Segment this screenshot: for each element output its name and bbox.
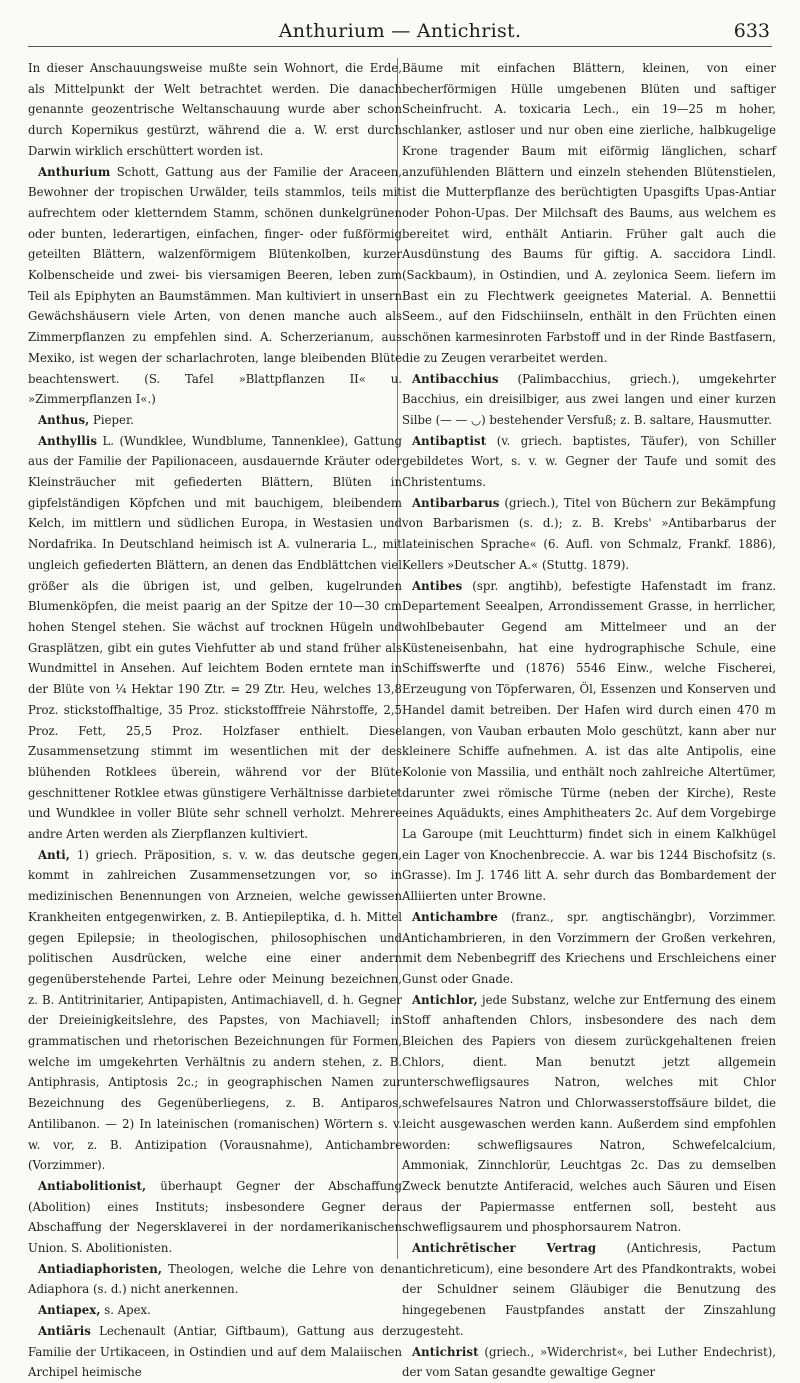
entry-headword: Antiapex, bbox=[38, 1303, 101, 1318]
entry-headword: Antibaptist bbox=[412, 433, 487, 448]
entry-text: Bäume mit einfachen Blättern, kleinen, von einer becherförmigen Hülle umgebenen Blüten und saftiger Scheinfrucht. A. toxicaria Lech., ein 19—25 m hoher, schlanker, astloser und nur oben eine zierliche, halbkugelige Krone tragender Baum mit eiförmig länglichen, scharf anzufühlenden Blättern und einzeln stehenden Blütenstielen, ist die Mutterpflanze des berüchtigten Upasgifts Upas-Antiar oder Pohon-Upas. Der Milchsaft des Baums, aus welchem es bereitet wird, enthält Antiarin. Früher galt auch die Ausdünstung des Baums für giftig. A. saccidora Lindl. (Sackbaum), in Ostindien, und A. zeylonica Seem. liefern im Bast ein zu Flechtwerk geeignetes Material. A. Bennettii Seem., auf den Fidschiinseln, enthält in den Früchten einen schönen karmesinroten Farbstoff und in der Rinde Bastfasern, die zu Zeugen verarbeitet werden. bbox=[402, 61, 776, 365]
entry-paragraph bbox=[28, 1259, 402, 1300]
entry-text: In dieser Anschauungsweise mußte sein Wohnort, die Erde, als Mittelpunkt der Welt betrachtet werden. Die danach genannte geozentrische Weltanschauung wurde aber schon durch Kopernikus gestürzt, während die a. W. erst durch Darwin wirklich erschüttert worden ist. bbox=[28, 61, 402, 158]
entry-headword: Antiāris bbox=[38, 1323, 91, 1338]
entry-paragraph bbox=[28, 1176, 402, 1259]
entry-text: s. Apex. bbox=[100, 1303, 151, 1318]
entry-headword: Antichambre bbox=[412, 909, 498, 924]
entry-text: (Palimbacchius, griech.), umgekehrter Bacchius, ein dreisilbiger, aus zwei langen und einer kurzen Silbe (— — ◡) bestehender Versfuß; z. B. saltare, Hausmutter. bbox=[402, 371, 776, 427]
running-header bbox=[28, 18, 772, 48]
entry-text: Theologen, welche die Lehre von den Adiaphora (s. d.) nicht anerkennen. bbox=[28, 1261, 402, 1297]
entry-text: Lechenault (Antiar, Giftbaum), Gattung aus der Familie der Urtikaceen, in Ostindien und auf dem Malaiischen Archipel heimische bbox=[28, 1323, 402, 1380]
entry-headword: Anthus, bbox=[38, 412, 90, 427]
entry-text: (spr. angtihb), befestigte Hafenstadt im franz. Departement Seealpen, Arrondissement Grasse, in herrlicher, wohlbebauter Gegend am Mittelmeer und an der Küsteneisenbahn, hat eine hydrographische Schule, eine Schiffswerfte und (1876) 5546 Einw., welche Fischerei, Erzeugung von Töpferwaren, Öl, Essenzen und Konserven und Handel damit betreiben. Der Hafen wird durch einen 470 m langen, von Vauban erbauten Molo geschützt, kann aber nur kleinere Schiffe aufnehmen. A. ist das alte Antipolis, eine Kolonie von Massilia, und enthält noch zahlreiche Altertümer, darunter zwei römische Türme (neben der Kirche), Reste eines Aquädukts, eines Amphitheaters 2c. Auf dem Vorgebirge La Garoupe (mit Leuchtturm) findet sich in einem Kalkhügel ein Lager von Knochenbreccie. A. war bis 1244 Bischofsitz (s. Grasse). Im J. 1746 litt A. sehr durch das Bombardement der Alliierten unter Browne. bbox=[402, 578, 776, 904]
entry-paragraph bbox=[402, 493, 776, 576]
entry-text: L. (Wundklee, Wundblume, Tannenklee), Gattung aus der Familie der Papilionaceen, ausdauernde Kräuter oder Kleinsträucher mit gefiederten Blättern, Blüten in gipfelständigen Köpfchen und mit bauchigem, bleibendem Kelch, im mittlern und südlichen Europa, in Westasien und Nordafrika. In Deutschland heimisch ist A. vulneraria L., mit ungleich gefiederten Blättern, an denen das Endblättchen viel größer als die übrigen ist, und gelben, kugelrunden Blumenköpfen, die meist paarig an der Spitze der 10—30 cm hohen Stengel stehen. Sie wächst auf trocknen Hügeln und Grasplätzen, gibt ein gutes Viehfutter ab und stand früher als Wundmittel in Ansehen. Auf leichtem Boden erntete man in der Blüte von ¼ Hektar 190 Ztr. = 29 Ztr. Heu, welches 13,8 Proz. stickstoffhaltige, 35 Proz. stickstofffreie Nährstoffe, 2,5 Proz. Fett, 25,5 Proz. Holzfaser enthielt. Diese Zusammensetzung stimmt im wesentlichen mit der des blühenden Rotklees überein, während vor der Blüte geschnittener Rotklee etwas günstigere Verhältnisse darbietet und Wundklee in voller Blüte sehr schnell verholzt. Mehrere andre Arten werden als Zierpflanzen kultiviert. bbox=[28, 433, 402, 842]
entry-paragraph bbox=[402, 431, 776, 493]
left-column bbox=[28, 58, 402, 1380]
entry-text: (franz., spr. angtischängbr), Vorzimmer. Antichambrieren, in den Vorzimmern der Großen verkehren, mit dem Nebenbegriff des Kriechens und Erschleichens einer Gunst oder Gnade. bbox=[402, 909, 776, 986]
entry-paragraph bbox=[402, 1342, 776, 1383]
entry-paragraph bbox=[28, 431, 402, 845]
entry-paragraph bbox=[28, 1300, 402, 1321]
entry-text: überhaupt Gegner der Abschaffung (Abolition) eines Instituts; insbesondere Gegner der Abschaffung der Negersklaverei in der nordamerikanischen Union. S. Abolitionisten. bbox=[28, 1178, 402, 1256]
right-column bbox=[402, 58, 776, 1380]
entry-paragraph bbox=[28, 58, 402, 162]
entry-paragraph bbox=[402, 576, 776, 907]
entry-headword: Antiabolitionist, bbox=[38, 1178, 147, 1193]
entry-paragraph bbox=[28, 1321, 402, 1383]
entry-paragraph bbox=[402, 907, 776, 990]
entry-paragraph bbox=[402, 58, 776, 369]
header-rule bbox=[28, 46, 772, 47]
entry-text: jede Substanz, welche zur Entfernung des einem Stoff anhaftenden Chlors, insbesondere des nach dem Bleichen des Papiers von diesem zurückgehaltenen freien Chlors, dient. Man benutzt jetzt allgemein unterschwefligsaures Natron, welches mit Chlor schwefelsaures Natron und Chlorwasserstoffsäure bildet, die leicht ausgewaschen werden kann. Außerdem sind empfohlen worden: schwefligsaures Natron, Schwefelcalcium, Ammoniak, Zinnchlorür, Leuchtgas 2c. Das zu demselben Zweck benutzte Antiferacid, welches auch Säuren und Eisen aus der Papiermasse entfernen soll, besteht aus schwefligsaurem und phosphorsaurem Natron. bbox=[402, 992, 776, 1235]
entry-headword: Anthurium bbox=[38, 164, 111, 179]
page-number: 633 bbox=[733, 20, 770, 42]
entry-headword: Antibes bbox=[412, 578, 463, 593]
entry-headword: Antibacchius bbox=[412, 371, 499, 386]
entry-paragraph bbox=[28, 410, 402, 431]
entry-text: Schott, Gattung aus der Familie der Araceen, Bewohner der tropischen Urwälder, teils stammlos, teils mit aufrechtem oder kletterndem Stamm, schönen dunkelgrünen oder bunten, lederartigen, einfachen, finger- oder fußförmig geteilten Blättern, walzenförmigem Blütenkolben, kurzer Kolbenscheide und zwei- bis viersamigen Beeren, leben zum Teil als Epiphyten an Baumstämmen. Man kultiviert in unsern Gewächshäusern viele Arten, von denen manche auch als Zimmerpflanzen zu empfehlen sind. A. Scherzerianum, aus Mexiko, ist wegen der scharlachroten, lange bleibenden Blüte beachtenswert. (S. Tafel »Blattpflanzen II« u. »Zimmerpflanzen I«.) bbox=[28, 164, 402, 407]
entry-headword: Anti, bbox=[38, 847, 70, 862]
entry-text: 1) griech. Präposition, s. v. w. das deutsche gegen, kommt in zahlreichen Zusammensetzungen vor, so in medizinischen Benennungen von Arzneien, welche gewissen Krankheiten entgegenwirken, z. B. Antiepileptika, d. h. Mittel gegen Epilepsie; in theologischen, philosophischen und politischen Ausdrücken, welche eine einer andern gegenüberstehende Partei, Lehre oder Meinung bezeichnen, z. B. Antitrinitarier, Antipapisten, Antimachiavell, d. h. Gegner der Dreieinigkeitslehre, des Papstes, von Machiavell; in grammatischen und rhetorischen Bezeichnungen für Formen, welche im umgekehrten Verhältnis zu andern stehen, z. B. Antiphrasis, Antiptosis 2c.; in geographischen Namen zur Bezeichnung des Gegenüberliegens, z. B. Antiparos, Antilibanon. — 2) In lateinischen (romanischen) Wörtern s. v. w. vor, z. B. Antizipation (Vorausnahme), Antichambre (Vorzimmer). bbox=[28, 847, 402, 1173]
entry-headword: Anthyllis bbox=[38, 433, 98, 448]
entry-paragraph bbox=[28, 162, 402, 410]
entry-headword: Antibarbarus bbox=[412, 495, 500, 510]
entry-headword: Antichlor, bbox=[412, 992, 478, 1007]
entry-paragraph bbox=[28, 845, 402, 1176]
page-title: Anthurium — Antichrist. bbox=[278, 20, 522, 42]
entry-headword: Antichrist bbox=[412, 1344, 479, 1359]
entry-text: (griech., »Widerchrist«, bei Luther Endechrist), der vom Satan gesandte gewaltige Gegner bbox=[402, 1344, 776, 1380]
entry-headword: Antiadiaphoristen, bbox=[38, 1261, 163, 1276]
entry-text: (v. griech. baptistes, Täufer), von Schiller gebildetes Wort, s. v. w. Gegner der Taufe und somit des Christentums. bbox=[402, 433, 776, 490]
entry-headword: Antichrētischer Vertrag bbox=[412, 1241, 597, 1256]
entry-text: (griech.), Titel von Büchern zur Bekämpfung von Barbarismen (s. d.); z. B. Krebs' »Antibarbarus der lateinischen Sprache« (6. Aufl. von Schmalz, Frankf. 1886), Kellers »Deutscher A.« (Stuttg. 1879). bbox=[402, 495, 776, 572]
entry-paragraph bbox=[402, 990, 776, 1238]
entry-paragraph bbox=[402, 1238, 776, 1342]
entry-text: (Antichresis, Pactum antichreticum), eine besondere Art des Pfandkontrakts, wobei der Schuldner seinem Gläubiger die Benutzung des hingegebenen Faustpfandes anstatt der Zinszahlung zugesteht. bbox=[402, 1241, 776, 1338]
entry-text: Pieper. bbox=[89, 412, 134, 427]
entry-paragraph bbox=[402, 369, 776, 431]
